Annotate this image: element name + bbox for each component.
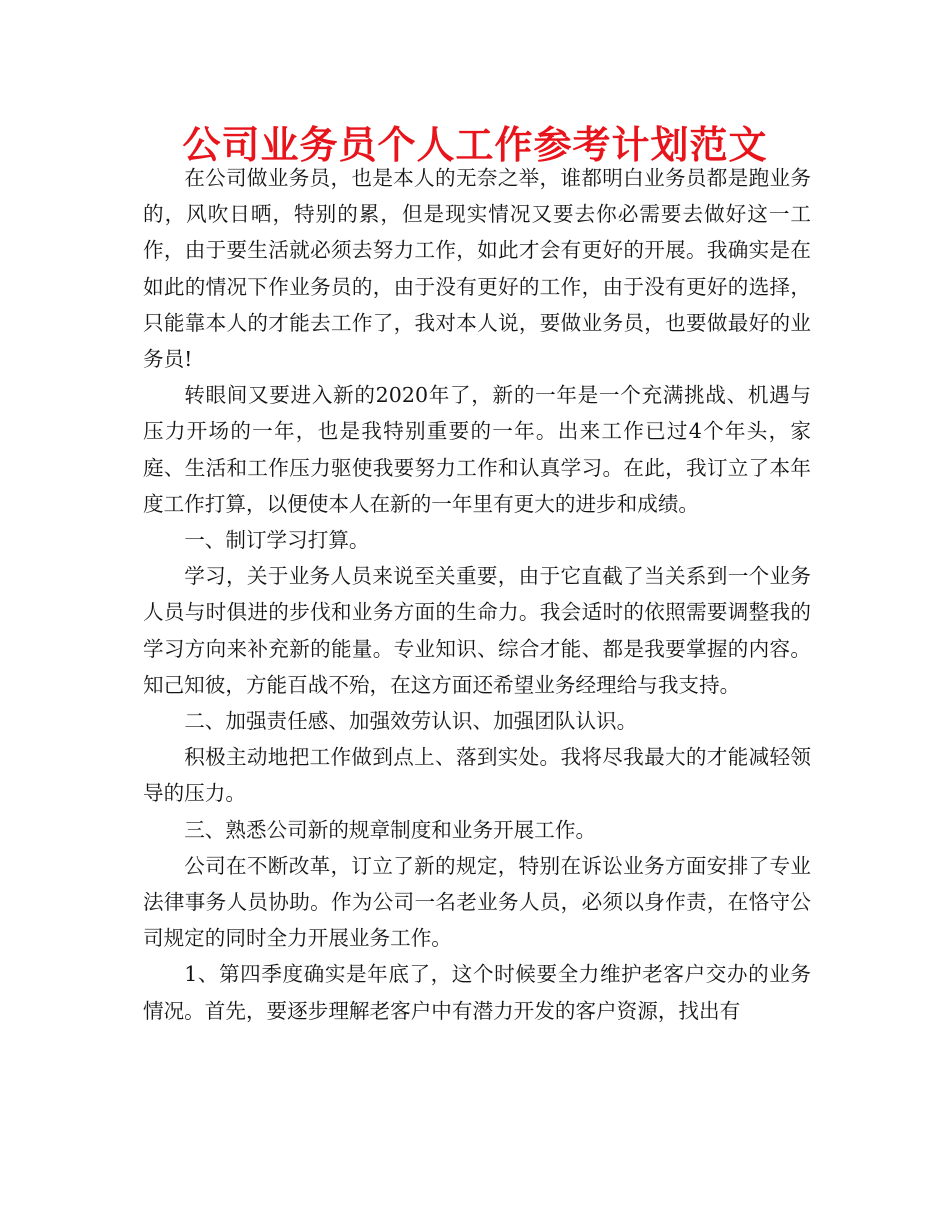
section-heading-1: 一、制订学习打算。: [184, 528, 370, 553]
paragraph-responsibility: 积极主动地把工作做到点上、落到实处。我将尽我最大的才能减轻领导的压力。: [143, 745, 811, 806]
section-heading-2: 二、加强责任感、加强效劳认识、加强团队认识。: [184, 709, 638, 734]
paragraph-fourth-quarter: 1、第四季度确实是年底了，这个时候要全力维护老客户交办的业务情况。首先，要逐步理解老客户中有潜力开发的客户资源，找出有: [143, 962, 811, 1023]
paragraph-study: 学习，关于业务人员来说至关重要，由于它直截了当关系到一个业务人员与时俱进的步伐和业务方面的生命力。我会适时的依照需要调整我的学习方向来补充新的能量。专业知识、综合才能、都是我要掌握的内容。知己知彼，方能百战不殆，在这方面还希望业务经理给与我支持。: [143, 564, 811, 697]
paragraph-company-rules: 公司在不断改革，订立了新的规定，特别在诉讼业务方面安排了专业法律事务人员协助。作为公司一名老业务人员，必须以身作责，在恪守公司规定的同时全力开展业务工作。: [143, 853, 811, 951]
section-heading-3: 三、熟悉公司新的规章制度和业务开展工作。: [184, 817, 597, 842]
document-body: [143, 160, 811, 1029]
document-title: 公司业务员个人工作参考计划范文: [182, 123, 768, 167]
paragraph-new-year: 转眼间又要进入新的2020年了，新的一年是一个充满挑战、机遇与压力开场的一年，也是我特别重要的一年。出来工作已过4个年头，家庭、生活和工作压力驱使我要努力工作和认真学习。在此，我订立了本年度工作打算，以便使本人在新的一年里有更大的进步和成绩。: [143, 383, 811, 516]
paragraph-intro: 在公司做业务员，也是本人的无奈之举，谁都明白业务员都是跑业务的，风吹日晒，特别的累，但是现实情况又要去你必需要去做好这一工作，由于要生活就必须去努力工作，如此才会有更好的开展。我确实是在如此的情况下作业务员的，由于没有更好的工作，由于没有更好的选择，只能靠本人的才能去工作了，我对本人说，要做业务员，也要做最好的业务员!: [143, 166, 811, 372]
